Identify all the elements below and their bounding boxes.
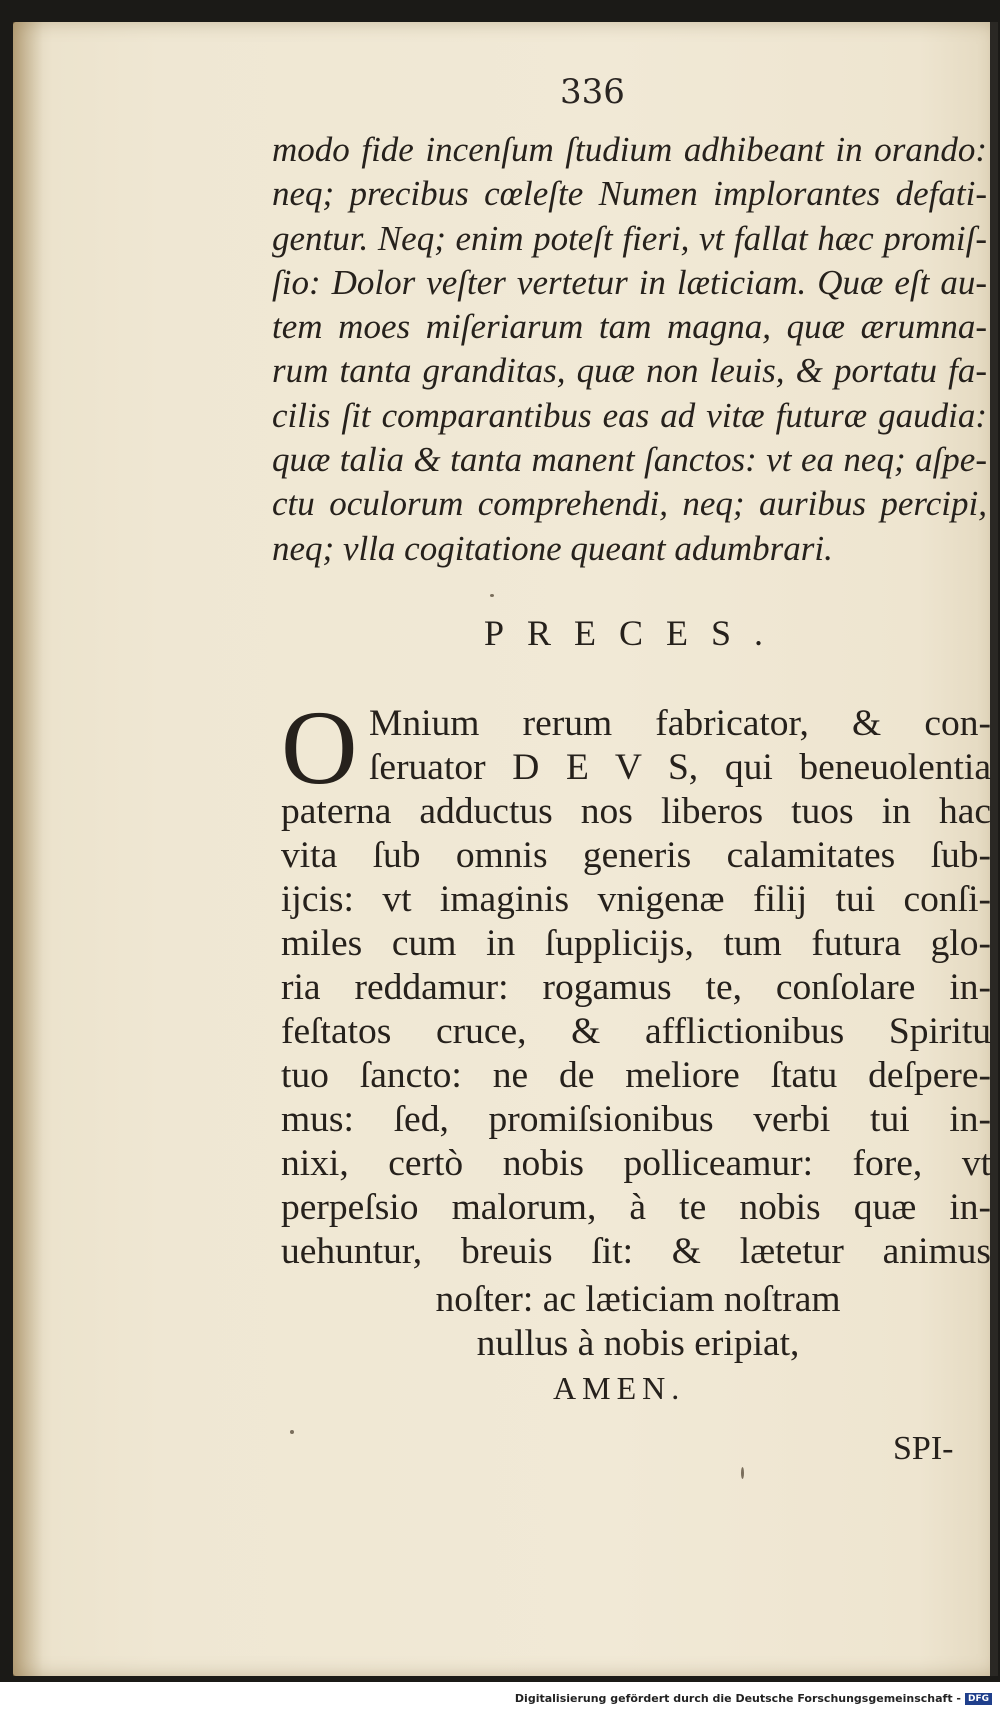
drop-cap-initial: O — [281, 689, 358, 806]
page-edge — [990, 22, 998, 1676]
prayer-line: nixi, certò nobis polliceamur: fore, vt — [281, 1143, 991, 1184]
prayer-line: paterna adductus nos liberos tuos in hac — [281, 791, 991, 832]
prayer-line: miles cum in ſupplicijs, tum futura glo- — [281, 923, 991, 964]
gutter-shadow — [13, 22, 43, 1676]
closing-line-1: noſter: ac læticiam noſtram — [435, 1279, 841, 1320]
italic-line: cilis ſit comparantibus eas ad vitæ futuræ gaudia: — [272, 395, 987, 435]
italic-line: tem moes miſeriarum tam magna, quæ ærumna- — [272, 307, 987, 347]
prayer-line: ria reddamur: rogamus te, conſolare in- — [281, 967, 991, 1008]
italic-line: ſio: Dolor veſter vertetur in læticiam. Quæ eſt au- — [272, 262, 987, 302]
italic-line: quæ talia & tanta manent ſanctos: vt ea neq; aſpe- — [272, 440, 987, 480]
prayer-line: perpeſsio malorum, à te nobis quæ in- — [281, 1187, 991, 1228]
page-number: 336 — [560, 72, 625, 112]
italic-line: ctu oculorum comprehendi, neq; auribus percipi, — [272, 484, 987, 524]
amen-line: AMEN. — [553, 1370, 686, 1406]
prayer-line: feſtatos cruce, & afflictionibus Spiritu — [281, 1011, 991, 1052]
closing-line-2: nullus à nobis eripiat, — [476, 1323, 800, 1364]
paper-speck — [741, 1467, 744, 1479]
footer-credit-text: Digitalisierung gefördert durch die Deutsche Forschungsgemeinschaft - — [514, 1692, 961, 1705]
prayer-line: Mnium rerum fabricator, & con- — [369, 703, 991, 744]
prayer-line: ſeruator D E V S, qui beneuolentia — [369, 747, 991, 788]
catchword: SPI- — [893, 1430, 954, 1467]
prayer-line: mus: ſed, promiſsionibus verbi tui in- — [281, 1099, 991, 1140]
italic-line: neq; precibus cœleſte Numen implorantes defati- — [272, 174, 987, 214]
italic-text-block — [272, 128, 987, 571]
italic-line: modo fide incenſum ſtudium adhibeant in orando: — [272, 130, 987, 169]
italic-line: neq; vlla cogitatione queant adumbrari. — [272, 528, 833, 568]
prayer-line: uehuntur, breuis ſit: & lætetur animus — [281, 1231, 991, 1272]
italic-line: rum tanta granditas, quæ non leuis, & portatu fa- — [272, 351, 987, 391]
dfg-logo: DFG — [965, 1693, 992, 1705]
italic-line: gentur. Neq; enim poteſt fieri, vt fallat hæc promiſ- — [272, 218, 987, 258]
prayer-line: ijcis: vt imaginis vnigenæ filij tui conſi- — [281, 879, 991, 920]
paper-speck — [290, 1430, 294, 1434]
prayer-line: vita ſub omnis generis calamitates ſub- — [281, 835, 991, 876]
prayer-line: tuo ſancto: ne de meliore ſtatu deſpere- — [281, 1055, 991, 1096]
footer-credit — [515, 1692, 992, 1705]
paper-speck — [490, 594, 494, 597]
section-heading: PRECES. — [484, 613, 787, 653]
prayer-text-block — [281, 689, 991, 1274]
